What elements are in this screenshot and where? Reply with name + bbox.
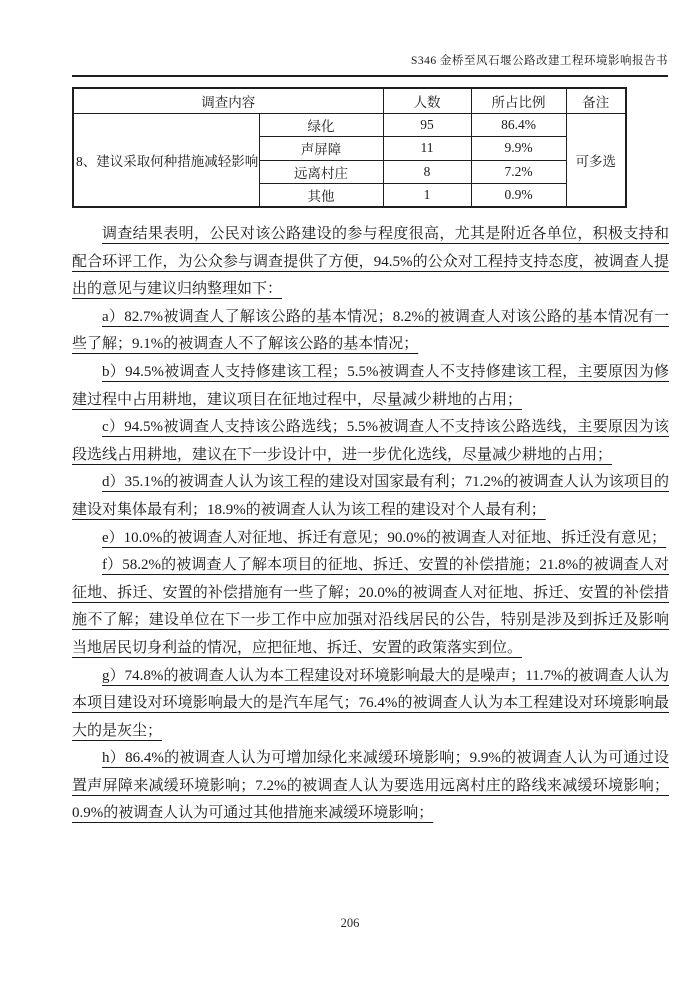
remark-cell: 可多选 [566, 113, 626, 207]
count-cell: 95 [383, 113, 471, 137]
paragraph-item-g: g）74.8%的被调查人认为本工程建设对环境影响最大的是噪声；11.7%的被调查人认为本项目建设对环境影响最大的是汽车尾气；76.4%的被调查人认为本工程建设对环境影响最大的是灰尘； [72, 667, 669, 739]
paragraph-item-b: b）94.5%被调查人支持修建该工程；5.5%被调查人不支持修建该工程，主要原因为修建过程中占用耕地，建议项目在征地过程中，尽量减少耕地的占用； [72, 363, 669, 408]
page-footer [0, 916, 700, 931]
option-cell: 绿化 [259, 113, 383, 137]
survey-results-table [72, 87, 627, 208]
column-header-remark: 备注 [566, 88, 626, 113]
count-cell: 8 [383, 160, 471, 184]
paragraph-item-d: d）35.1%的被调查人认为该工程的建设对国家最有利；71.2%的被调查人认为该项目的建设对集体最有利；18.9%的被调查人认为该工程的建设对个人最有利； [72, 474, 669, 518]
percent-cell: 9.9% [471, 137, 566, 161]
table-header-row [73, 88, 626, 113]
option-cell: 其他 [259, 184, 383, 208]
count-cell: 11 [383, 137, 471, 161]
report-body-text [72, 221, 669, 828]
percent-cell: 0.9% [471, 184, 566, 208]
page-header [72, 54, 668, 77]
header-title: S346 金桥至风石堰公路改建工程环境影响报告书 [410, 55, 668, 67]
table-row [73, 113, 626, 137]
paragraph-summary: 调查结果表明，公民对该公路建设的参与程度很高，尤其是附近各单位，积极支持和配合环评工作，为公众参与调查提供了方便，94.5%的公众对工程持支持态度，被调查人提出的意见与建议归纳整理如下： [72, 226, 669, 298]
survey-question-cell: 8、建议采取何种措施减轻影响 [73, 113, 259, 207]
column-header-survey-content: 调查内容 [73, 88, 383, 113]
page-number: 206 [340, 916, 360, 930]
paragraph-item-c: c）94.5%被调查人支持该公路选线；5.5%被调查人不支持该公路选线，主要原因为该段选线占用耕地，建议在下一步设计中，进一步优化选线，尽量减少耕地的占用； [72, 419, 669, 463]
column-header-percent: 所占比例 [471, 88, 566, 113]
paragraph-item-e: e）10.0%的被调查人对征地、拆迁有意见；90.0%的被调查人对征地、拆迁没有意见； [102, 529, 667, 546]
paragraph-item-h: h）86.4%的被调查人认为可增加绿化来减缓环境影响；9.9%的被调查人认为可通过设置声屏障来减缓环境影响；7.2%的被调查人认为要选用远离村庄的路线来减缓环境影响；0.9%的被调查人认为可通过其他措施来减缓环境影响； [72, 750, 669, 822]
option-cell: 声屏障 [259, 137, 383, 161]
paragraph-item-a: a）82.7%被调查人了解该公路的基本情况；8.2%的被调查人对该公路的基本情况有一些了解；9.1%的被调查人不了解该公路的基本情况； [72, 308, 669, 353]
paragraph-item-f: f）58.2%的被调查人了解本项目的征地、拆迁、安置的补偿措施；21.8%的被调查人对征地、拆迁、安置的补偿措施有一些了解；20.0%的被调查人对征地、拆迁、安置的补偿措施不了解；建设单位在下一步工作中应加强对沿线居民的公告，特别是涉及到拆迁及影响当地居民切身利益的情况，应把征地、拆迁、安置的政策落实到位。 [72, 557, 669, 656]
percent-cell: 86.4% [471, 113, 566, 137]
percent-cell: 7.2% [471, 160, 566, 184]
count-cell: 1 [383, 184, 471, 208]
column-header-count: 人数 [383, 88, 471, 113]
option-cell: 远离村庄 [259, 160, 383, 184]
